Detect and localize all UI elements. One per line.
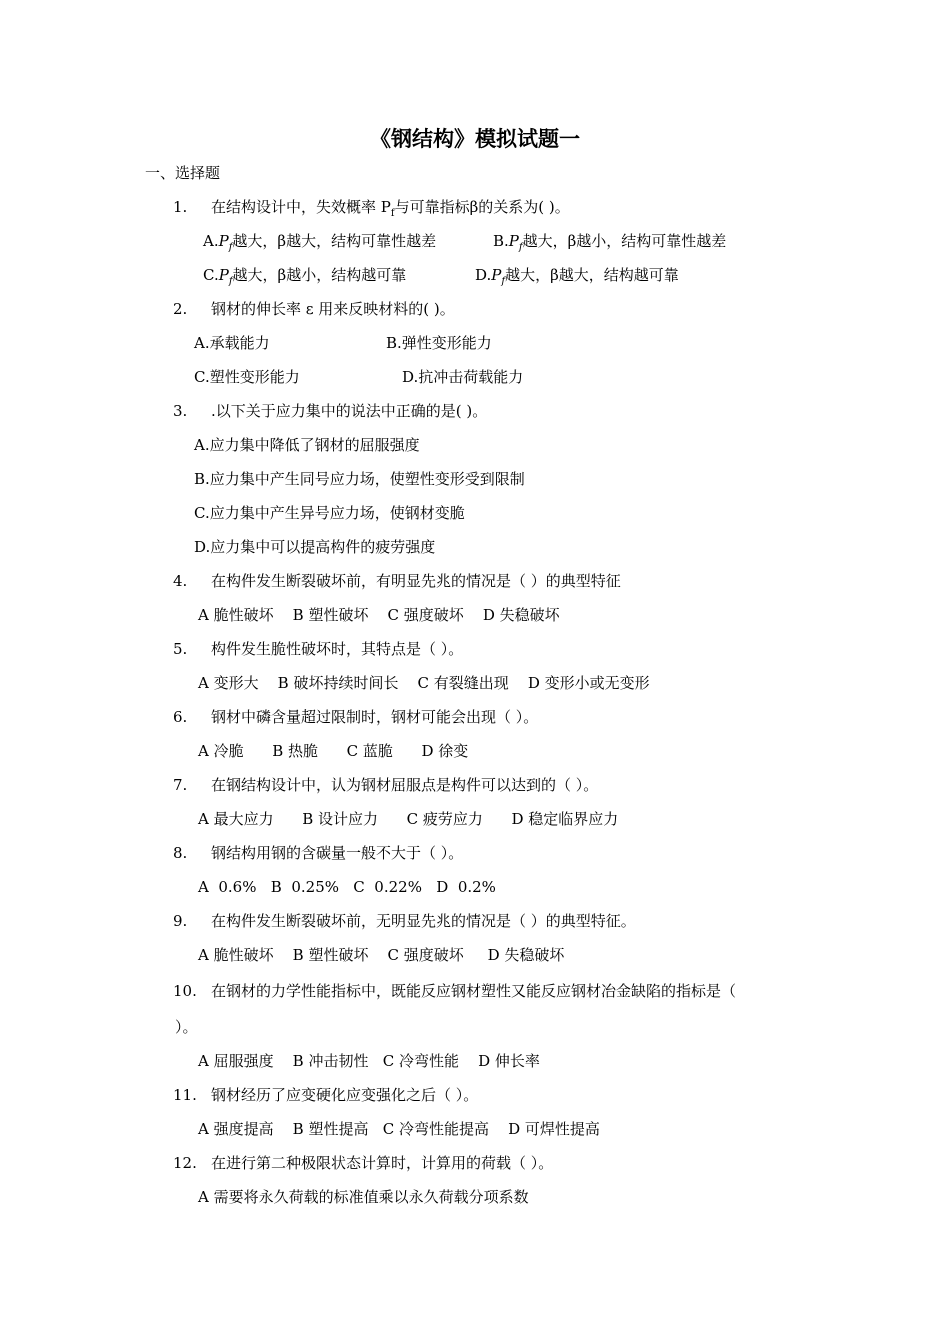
question-12-number: 12. — [173, 1154, 197, 1172]
question-9-options: A 脆性破坏 B 塑性破坏 C 强度破坏 D 失稳破坏 — [198, 946, 565, 964]
question-1-number: 1. — [173, 198, 188, 216]
question-8-number: 8. — [173, 844, 188, 862]
question-1-option-c: $C.P_f$越大，β越小，结构越可靠 — [203, 266, 407, 287]
section-heading: 一、选择题 — [145, 164, 221, 182]
question-8-options: A 0.6% B 0.25% C 0.22% D 0.2% — [198, 878, 496, 896]
question-11-options: A 强度提高 B 塑性提高 C 冷弯性能提高 D 可焊性提高 — [198, 1120, 600, 1138]
question-9-number: 9. — [173, 912, 188, 930]
question-1-option-a: $A.P_f$越大，β越大，结构可靠性越差 — [203, 232, 437, 253]
question-3-text: .以下关于应力集中的说法中正确的是( )。 — [211, 402, 488, 420]
question-7-text: 在钢结构设计中，认为钢材屈服点是构件可以达到的（ ）。 — [211, 776, 599, 794]
question-5-number: 5. — [173, 640, 188, 658]
question-2-text: 钢材的伸长率 ε 用来反映材料的( )。 — [211, 300, 455, 318]
question-1-option-d: $D.P_f$越大，β越大，结构越可靠 — [475, 266, 679, 287]
document-title: 《钢结构》模拟试题一 — [370, 126, 580, 151]
question-11-number: 11. — [173, 1086, 197, 1104]
question-12-options: A 需要将永久荷载的标准值乘以永久荷载分项系数 — [198, 1188, 529, 1206]
question-10-text: 在钢材的力学性能指标中，既能反应钢材塑性又能反应钢材冶金缺陷的指标是（ — [211, 982, 737, 1000]
question-3-option-a: A.应力集中降低了钢材的屈服强度 — [194, 436, 420, 454]
question-9-text: 在构件发生断裂破坏前，无明显先兆的情况是（ ）的典型特征。 — [211, 912, 636, 930]
question-1-option-b: $B.P_f$越大，β越小，结构可靠性越差 — [493, 232, 727, 253]
question-4-options: A 脆性破坏 B 塑性破坏 C 强度破坏 D 失稳破坏 — [198, 606, 560, 624]
question-2-number: 2. — [173, 300, 188, 318]
question-8-text: 钢结构用钢的含碳量一般不大于（ ）。 — [211, 844, 464, 862]
question-4-number: 4. — [173, 572, 188, 590]
question-3-option-b: B.应力集中产生同号应力场，使塑性变形受到限制 — [194, 470, 525, 488]
question-3-number: 3. — [173, 402, 188, 420]
question-5-text: 构件发生脆性破坏时，其特点是（ ）。 — [211, 640, 464, 658]
question-6-text: 钢材中磷含量超过限制时，钢材可能会出现（ ）。 — [211, 708, 539, 726]
question-7-options: A 最大应力 B 设计应力 C 疲劳应力 D 稳定临界应力 — [198, 810, 619, 828]
question-10-number: 10. — [173, 982, 197, 1000]
question-11-text: 钢材经历了应变硬化应变强化之后（ ）。 — [211, 1086, 479, 1104]
question-5-options: A 变形大 B 破坏持续时间长 C 有裂缝出现 D 变形小或无变形 — [198, 674, 650, 692]
question-6-options: A 冷脆 B 热脆 C 蓝脆 D 徐变 — [198, 742, 469, 760]
question-1-text: 在结构设计中，失效概率 $P_f$与可靠指标β的关系为( )。 — [211, 198, 570, 219]
question-2-option-d: D.抗冲击荷载能力 — [402, 368, 524, 386]
question-10-text-continued: ）。 — [175, 1018, 198, 1036]
question-10-options: A 屈服强度 B 冲击韧性 C 冷弯性能 D 伸长率 — [198, 1052, 540, 1070]
question-12-text: 在进行第二种极限状态计算时，计算用的荷载（ ）。 — [211, 1154, 554, 1172]
question-3-option-c: C.应力集中产生异号应力场，使钢材变脆 — [194, 504, 465, 522]
question-2-option-a: A.承载能力 — [194, 334, 270, 352]
question-4-text: 在构件发生断裂破坏前，有明显先兆的情况是（ ）的典型特征 — [211, 572, 621, 590]
question-6-number: 6. — [173, 708, 188, 726]
question-2-option-b: B.弹性变形能力 — [386, 334, 492, 352]
question-7-number: 7. — [173, 776, 188, 794]
question-3-option-d: D.应力集中可以提高构件的疲劳强度 — [194, 538, 436, 556]
question-2-option-c: C.塑性变形能力 — [194, 368, 300, 386]
